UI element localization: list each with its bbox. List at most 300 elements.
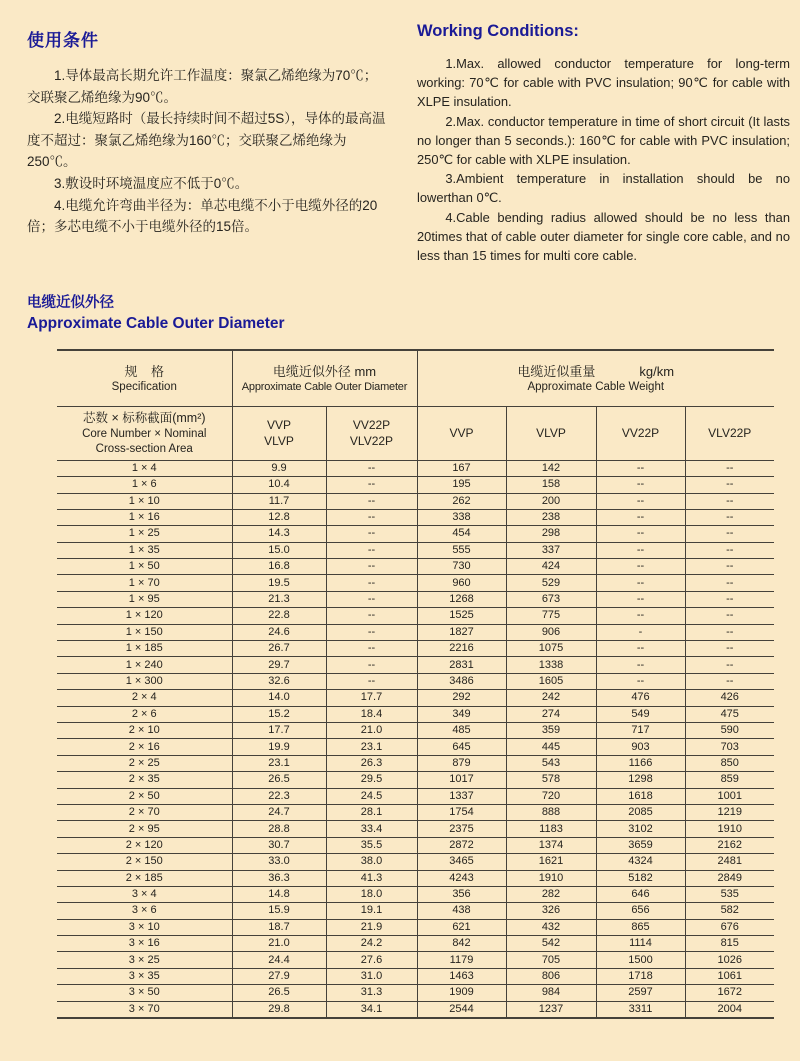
spec-cell: 2 × 16: [57, 739, 232, 755]
value-cell: 438: [417, 903, 506, 919]
value-cell: 29.5: [326, 772, 417, 788]
value-cell: 906: [506, 624, 596, 640]
value-cell: 1001: [685, 788, 774, 804]
value-cell: 19.5: [232, 575, 326, 591]
spec-cell: 3 × 4: [57, 886, 232, 902]
cable-table-body: [57, 460, 774, 1017]
header-specification: [57, 350, 232, 406]
value-cell: 21.9: [326, 919, 417, 935]
value-cell: 2162: [685, 837, 774, 853]
spec-cell: 2 × 70: [57, 804, 232, 820]
value-cell: 1525: [417, 608, 506, 624]
value-cell: 1114: [596, 936, 685, 952]
table-row: [57, 624, 774, 640]
value-cell: 238: [506, 509, 596, 525]
value-cell: --: [326, 477, 417, 493]
value-cell: 29.8: [232, 1001, 326, 1017]
value-cell: 1910: [685, 821, 774, 837]
value-cell: 18.0: [326, 886, 417, 902]
table-row: [57, 936, 774, 952]
header-weight-unit: kg/km: [639, 363, 675, 379]
value-cell: --: [685, 460, 774, 476]
working-paragraph-1: 1.Max. allowed conductor temperature for long-term working: 70℃ for cable with PVC insulation; 90℃ for cable with XLPE insulation.: [417, 56, 790, 110]
table-row: [57, 493, 774, 509]
value-cell: 24.5: [326, 788, 417, 804]
value-cell: 21.3: [232, 591, 326, 607]
value-cell: 22.8: [232, 608, 326, 624]
spec-cell: 1 × 120: [57, 608, 232, 624]
spec-cell: 1 × 4: [57, 460, 232, 476]
value-cell: --: [326, 657, 417, 673]
header-outer-diameter-en: Approximate Cable Outer Diameter: [241, 380, 408, 393]
value-cell: --: [596, 542, 685, 558]
table-group-header-row: [57, 350, 774, 406]
value-cell: 274: [506, 706, 596, 722]
value-cell: 646: [596, 886, 685, 902]
value-cell: 535: [685, 886, 774, 902]
table-row: [57, 739, 774, 755]
value-cell: 445: [506, 739, 596, 755]
value-cell: 24.6: [232, 624, 326, 640]
value-cell: 158: [506, 477, 596, 493]
value-cell: 27.6: [326, 952, 417, 968]
header-outer-diameter: [232, 350, 417, 406]
subheader-core-section: [57, 406, 232, 460]
value-cell: 2831: [417, 657, 506, 673]
value-cell: 2544: [417, 1001, 506, 1017]
table-row: [57, 1001, 774, 1017]
value-cell: 1374: [506, 837, 596, 853]
table-row: [57, 854, 774, 870]
value-cell: --: [596, 591, 685, 607]
value-cell: --: [685, 542, 774, 558]
value-cell: 1166: [596, 755, 685, 771]
value-cell: 529: [506, 575, 596, 591]
value-cell: 167: [417, 460, 506, 476]
value-cell: 200: [506, 493, 596, 509]
value-cell: --: [596, 477, 685, 493]
value-cell: 1718: [596, 968, 685, 984]
value-cell: 2872: [417, 837, 506, 853]
subheader-core-section-en2: Cross-section Area: [95, 442, 193, 455]
value-cell: 542: [506, 936, 596, 952]
value-cell: 621: [417, 919, 506, 935]
value-cell: 30.7: [232, 837, 326, 853]
usage-paragraph-2: 2.电缆短路时（最长持续时间不超过5S），导体的最高温度不超过：聚氯乙烯绝缘为160℃；交联聚乙烯绝缘为250℃。: [27, 111, 386, 170]
value-cell: 359: [506, 722, 596, 738]
value-cell: 2597: [596, 985, 685, 1001]
value-cell: 475: [685, 706, 774, 722]
subheader-core-section-en1: Core Number × Nominal: [82, 428, 207, 441]
value-cell: --: [596, 657, 685, 673]
value-cell: 33.4: [326, 821, 417, 837]
table-row: [57, 968, 774, 984]
subheader-weight-vlvp: VLVP: [506, 406, 596, 460]
value-cell: 842: [417, 936, 506, 952]
value-cell: --: [685, 526, 774, 542]
header-specification-zh: 规 格: [124, 363, 165, 379]
value-cell: 41.3: [326, 870, 417, 886]
value-cell: 705: [506, 952, 596, 968]
value-cell: 349: [417, 706, 506, 722]
table-row: [57, 657, 774, 673]
usage-paragraph-4: 4.电缆允许弯曲半径为：单芯电缆不小于电缆外径的20倍；多芯电缆不小于电缆外径的15倍。: [27, 197, 378, 235]
value-cell: 485: [417, 722, 506, 738]
diameter-section-title-zh: 电缆近似外径: [27, 295, 114, 312]
value-cell: --: [326, 624, 417, 640]
value-cell: 3465: [417, 854, 506, 870]
table-row: [57, 509, 774, 525]
value-cell: 1605: [506, 673, 596, 689]
spec-cell: 1 × 16: [57, 509, 232, 525]
header-specification-en: Specification: [111, 380, 177, 393]
value-cell: --: [596, 460, 685, 476]
value-cell: 2085: [596, 804, 685, 820]
value-cell: --: [596, 559, 685, 575]
value-cell: 33.0: [232, 854, 326, 870]
value-cell: 1827: [417, 624, 506, 640]
table-row: [57, 772, 774, 788]
value-cell: 1621: [506, 854, 596, 870]
value-cell: 23.1: [326, 739, 417, 755]
value-cell: 1338: [506, 657, 596, 673]
value-cell: --: [326, 526, 417, 542]
subheader-weight-vvp: VVP: [417, 406, 506, 460]
value-cell: 17.7: [232, 722, 326, 738]
table-row: [57, 591, 774, 607]
table-row: [57, 952, 774, 968]
working-paragraph-4: 4.Cable bending radius allowed should be no less than 20times that of cable outer diameter for single core cable, and no less than 15 times for multi core cable.: [417, 209, 790, 264]
value-cell: 24.4: [232, 952, 326, 968]
value-cell: --: [685, 493, 774, 509]
value-cell: 1298: [596, 772, 685, 788]
value-cell: 806: [506, 968, 596, 984]
table-row: [57, 641, 774, 657]
value-cell: 676: [685, 919, 774, 935]
value-cell: 454: [417, 526, 506, 542]
value-cell: 15.0: [232, 542, 326, 558]
working-conditions-title: Working Conditions:: [417, 22, 579, 40]
value-cell: 2004: [685, 1001, 774, 1017]
value-cell: 717: [596, 722, 685, 738]
diameter-section: [0, 291, 800, 1018]
table-row: [57, 575, 774, 591]
value-cell: --: [326, 460, 417, 476]
table-row: [57, 886, 774, 902]
value-cell: 543: [506, 755, 596, 771]
value-cell: 903: [596, 739, 685, 755]
spec-cell: 3 × 35: [57, 968, 232, 984]
table-row: [57, 804, 774, 820]
table-row: [57, 870, 774, 886]
value-cell: --: [326, 509, 417, 525]
table-row: [57, 755, 774, 771]
spec-cell: 1 × 35: [57, 542, 232, 558]
value-cell: 673: [506, 591, 596, 607]
subheader-weight-vlv22p: VLV22P: [685, 406, 774, 460]
value-cell: 1754: [417, 804, 506, 820]
value-cell: 14.8: [232, 886, 326, 902]
working-conditions-section: [417, 20, 790, 265]
value-cell: 10.4: [232, 477, 326, 493]
value-cell: 24.7: [232, 804, 326, 820]
subheader-diameter-vvp-vlvp: VVP VLVP: [232, 406, 326, 460]
spec-cell: 2 × 150: [57, 854, 232, 870]
value-cell: --: [596, 608, 685, 624]
value-cell: 24.2: [326, 936, 417, 952]
value-cell: 850: [685, 755, 774, 771]
value-cell: 26.3: [326, 755, 417, 771]
value-cell: 26.7: [232, 641, 326, 657]
spec-cell: 2 × 10: [57, 722, 232, 738]
spec-cell: 1 × 25: [57, 526, 232, 542]
working-paragraph-3: 3.Ambient temperature in installation should be no lowerthan 0℃.: [417, 171, 790, 206]
spec-cell: 2 × 35: [57, 772, 232, 788]
value-cell: 11.7: [232, 493, 326, 509]
spec-cell: 3 × 16: [57, 936, 232, 952]
value-cell: --: [685, 608, 774, 624]
value-cell: 3659: [596, 837, 685, 853]
table-row: [57, 542, 774, 558]
value-cell: 2849: [685, 870, 774, 886]
table-row: [57, 608, 774, 624]
value-cell: 292: [417, 690, 506, 706]
value-cell: 1017: [417, 772, 506, 788]
value-cell: 31.3: [326, 985, 417, 1001]
value-cell: --: [685, 624, 774, 640]
table-row: [57, 985, 774, 1001]
spec-cell: 1 × 150: [57, 624, 232, 640]
value-cell: 326: [506, 903, 596, 919]
value-cell: 703: [685, 739, 774, 755]
value-cell: 195: [417, 477, 506, 493]
value-cell: 1909: [417, 985, 506, 1001]
spec-cell: 1 × 300: [57, 673, 232, 689]
value-cell: 16.8: [232, 559, 326, 575]
value-cell: 590: [685, 722, 774, 738]
value-cell: 28.8: [232, 821, 326, 837]
value-cell: 38.0: [326, 854, 417, 870]
cable-table: [57, 349, 774, 1018]
spec-cell: 2 × 25: [57, 755, 232, 771]
value-cell: 2481: [685, 854, 774, 870]
value-cell: 5182: [596, 870, 685, 886]
value-cell: 775: [506, 608, 596, 624]
value-cell: 28.1: [326, 804, 417, 820]
table-row: [57, 903, 774, 919]
value-cell: 21.0: [326, 722, 417, 738]
value-cell: 1026: [685, 952, 774, 968]
spec-cell: 2 × 185: [57, 870, 232, 886]
value-cell: 2216: [417, 641, 506, 657]
value-cell: 15.9: [232, 903, 326, 919]
value-cell: 432: [506, 919, 596, 935]
value-cell: 888: [506, 804, 596, 820]
table-row: [57, 919, 774, 935]
value-cell: 578: [506, 772, 596, 788]
value-cell: --: [326, 559, 417, 575]
table-row: [57, 788, 774, 804]
value-cell: --: [596, 509, 685, 525]
value-cell: 1337: [417, 788, 506, 804]
usage-paragraph-1: 1.导体最高长期允许工作温度：聚氯乙烯绝缘为70℃；交联聚乙烯绝缘为90℃。: [27, 68, 378, 105]
value-cell: --: [685, 591, 774, 607]
value-cell: --: [685, 673, 774, 689]
value-cell: 1268: [417, 591, 506, 607]
table-row: [57, 526, 774, 542]
value-cell: 35.5: [326, 837, 417, 853]
value-cell: 29.7: [232, 657, 326, 673]
value-cell: --: [326, 493, 417, 509]
value-cell: --: [596, 575, 685, 591]
value-cell: 720: [506, 788, 596, 804]
value-cell: --: [685, 657, 774, 673]
table-row: [57, 690, 774, 706]
value-cell: 34.1: [326, 1001, 417, 1017]
value-cell: 31.0: [326, 968, 417, 984]
spec-cell: 3 × 50: [57, 985, 232, 1001]
value-cell: 424: [506, 559, 596, 575]
table-row: [57, 706, 774, 722]
value-cell: 730: [417, 559, 506, 575]
value-cell: 960: [417, 575, 506, 591]
value-cell: 32.6: [232, 673, 326, 689]
value-cell: 1075: [506, 641, 596, 657]
usage-conditions-title: 使用条件: [27, 31, 99, 50]
value-cell: 3311: [596, 1001, 685, 1017]
value-cell: 2375: [417, 821, 506, 837]
spec-cell: 3 × 6: [57, 903, 232, 919]
header-weight-en: Approximate Cable Weight: [527, 380, 665, 393]
value-cell: --: [596, 493, 685, 509]
spec-cell: 1 × 70: [57, 575, 232, 591]
value-cell: 22.3: [232, 788, 326, 804]
value-cell: 298: [506, 526, 596, 542]
value-cell: --: [596, 673, 685, 689]
header-weight-zh: 电缆近似重量: [517, 363, 596, 379]
value-cell: 21.0: [232, 936, 326, 952]
value-cell: 1500: [596, 952, 685, 968]
value-cell: 984: [506, 985, 596, 1001]
value-cell: 645: [417, 739, 506, 755]
spec-cell: 1 × 240: [57, 657, 232, 673]
table-row: [57, 460, 774, 476]
subheader-weight-vv22p: VV22P: [596, 406, 685, 460]
value-cell: 14.0: [232, 690, 326, 706]
spec-cell: 1 × 50: [57, 559, 232, 575]
table-row: [57, 821, 774, 837]
value-cell: 1672: [685, 985, 774, 1001]
spec-cell: 3 × 25: [57, 952, 232, 968]
table-row: [57, 477, 774, 493]
value-cell: --: [326, 673, 417, 689]
value-cell: 282: [506, 886, 596, 902]
value-cell: 1061: [685, 968, 774, 984]
usage-paragraph-3: 3.敷设时环境温度应不低于0℃。: [54, 175, 249, 191]
value-cell: 242: [506, 690, 596, 706]
value-cell: -: [596, 624, 685, 640]
value-cell: 4243: [417, 870, 506, 886]
subheader-diameter-vv22p-vlv22p: VV22P VLV22P: [326, 406, 417, 460]
value-cell: 337: [506, 542, 596, 558]
spec-cell: 1 × 6: [57, 477, 232, 493]
table-row: [57, 722, 774, 738]
value-cell: 26.5: [232, 985, 326, 1001]
value-cell: --: [685, 477, 774, 493]
value-cell: 555: [417, 542, 506, 558]
value-cell: --: [685, 559, 774, 575]
value-cell: 1179: [417, 952, 506, 968]
value-cell: 1237: [506, 1001, 596, 1017]
header-weight-zh-line: [418, 363, 775, 380]
spec-cell: 2 × 95: [57, 821, 232, 837]
table-row: [57, 559, 774, 575]
spec-cell: 2 × 4: [57, 690, 232, 706]
value-cell: --: [596, 526, 685, 542]
value-cell: 582: [685, 903, 774, 919]
value-cell: 12.8: [232, 509, 326, 525]
value-cell: --: [685, 509, 774, 525]
value-cell: 142: [506, 460, 596, 476]
value-cell: 865: [596, 919, 685, 935]
value-cell: 426: [685, 690, 774, 706]
subheader-core-section-zh: 芯数 × 标称截面(mm²): [82, 411, 206, 426]
header-weight: [417, 350, 774, 406]
value-cell: --: [596, 641, 685, 657]
value-cell: 14.3: [232, 526, 326, 542]
spec-cell: 2 × 6: [57, 706, 232, 722]
spec-cell: 1 × 185: [57, 641, 232, 657]
spec-cell: 2 × 50: [57, 788, 232, 804]
value-cell: 1463: [417, 968, 506, 984]
value-cell: --: [326, 608, 417, 624]
value-cell: 19.9: [232, 739, 326, 755]
table-row: [57, 837, 774, 853]
value-cell: 3486: [417, 673, 506, 689]
value-cell: 815: [685, 936, 774, 952]
value-cell: 27.9: [232, 968, 326, 984]
conditions-columns: [0, 0, 800, 265]
spec-cell: 3 × 10: [57, 919, 232, 935]
value-cell: --: [326, 542, 417, 558]
value-cell: 18.4: [326, 706, 417, 722]
value-cell: --: [685, 641, 774, 657]
value-cell: 879: [417, 755, 506, 771]
spec-cell: 1 × 10: [57, 493, 232, 509]
usage-conditions-section: [27, 20, 390, 265]
value-cell: 17.7: [326, 690, 417, 706]
value-cell: 262: [417, 493, 506, 509]
value-cell: 356: [417, 886, 506, 902]
value-cell: 4324: [596, 854, 685, 870]
value-cell: 1910: [506, 870, 596, 886]
value-cell: 18.7: [232, 919, 326, 935]
table-row: [57, 673, 774, 689]
header-outer-diameter-zh: 电缆近似外径 mm: [272, 363, 377, 379]
value-cell: 9.9: [232, 460, 326, 476]
value-cell: 26.5: [232, 772, 326, 788]
spec-cell: 2 × 120: [57, 837, 232, 853]
value-cell: --: [326, 575, 417, 591]
value-cell: 19.1: [326, 903, 417, 919]
value-cell: 656: [596, 903, 685, 919]
working-paragraph-2: 2.Max. conductor temperature in time of short circuit (It lasts no longer than 5 seconds.): 160℃ for cable with PVC insulation; 250℃ for cable with XLPE insulation.: [417, 113, 790, 168]
value-cell: 476: [596, 690, 685, 706]
diameter-section-title-en: Approximate Cable Outer Diameter: [27, 315, 285, 333]
value-cell: --: [685, 575, 774, 591]
value-cell: --: [326, 641, 417, 657]
value-cell: 549: [596, 706, 685, 722]
